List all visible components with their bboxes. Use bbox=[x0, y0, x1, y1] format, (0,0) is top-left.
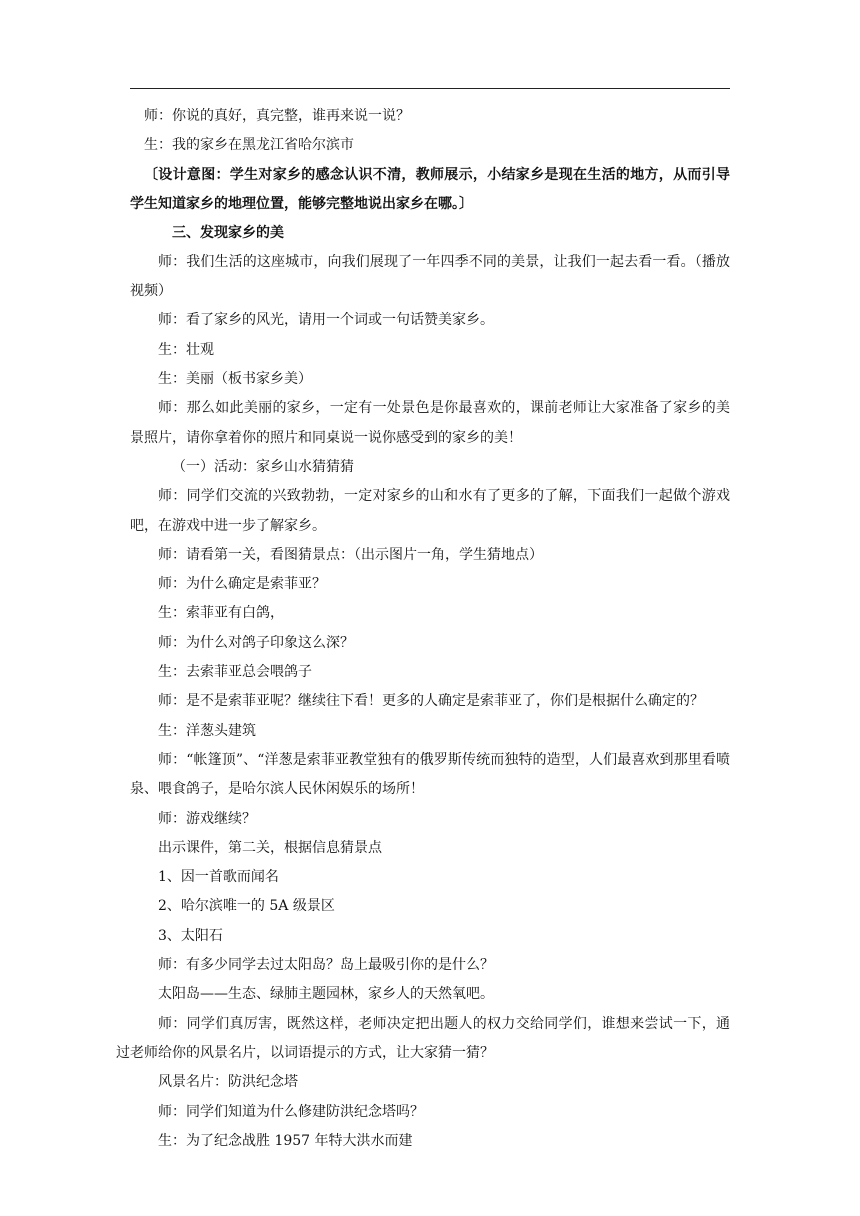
paragraph-line: 生：壮观 bbox=[158, 341, 214, 358]
paragraph-line: 师：那么如此美丽的家乡，一定有一处景色是你最喜欢的，课前老师让大家准备了家乡的美景照片，请你拿着你的照片和同桌说一说你感受到的家乡的美！ bbox=[130, 400, 730, 446]
paragraph-line: 生：索菲亚有白鸽， bbox=[158, 605, 284, 622]
document-body bbox=[116, 102, 730, 1156]
section-heading: 三、发现家乡的美 bbox=[172, 224, 284, 241]
paragraph-line: 太阳岛——生态、绿肺主题园林，家乡人的天然氧吧。 bbox=[158, 986, 494, 1003]
paragraph-line: 师：我们生活的这座城市，向我们展现了一年四季不同的美景，让我们一起去看一看。（播放视频） bbox=[130, 253, 730, 300]
paragraph-line: 师：请看第一关，看图猜景点：（出示图片一角，学生猜地点） bbox=[158, 546, 543, 563]
paragraph-line: 生：为了纪念战胜 1957 年特大洪水而建 bbox=[158, 1132, 413, 1149]
paragraph-line: 生：美丽（板书家乡美） bbox=[158, 371, 312, 388]
paragraph-line: 师：是不是索菲亚呢？继续往下看！更多的人确定是索菲亚了，你们是根据什么确定的？ bbox=[158, 693, 704, 710]
paragraph-line: 师：有多少同学去过太阳岛？岛上最吸引你的是什么？ bbox=[158, 957, 494, 974]
paragraph-line: 风景名片：防洪纪念塔 bbox=[158, 1074, 298, 1091]
paragraph-line: 师：同学们交流的兴致勃勃，一定对家乡的山和水有了更多的了解，下面我们一起做个游戏吧，在游戏中进一步了解家乡。 bbox=[130, 488, 730, 534]
subsection-heading: （一）活动：家乡山水猜猜猜 bbox=[172, 458, 354, 475]
paragraph-line: 生：去索菲亚总会喂鸽子 bbox=[158, 664, 312, 681]
paragraph-line: 师：为什么对鸽子印象这么深？ bbox=[158, 634, 354, 651]
paragraph-line: 出示课件，第二关，根据信息猜景点 bbox=[158, 839, 382, 856]
paragraph-line: 师：同学们真厉害，既然这样，老师决定把出题人的权力交给同学们，谁想来尝试一下，通过老师给你的风景名片，以词语提示的方式，让大家猜一猜？ bbox=[116, 1015, 730, 1061]
paragraph-line: 师：“帐篷顶”、“洋葱是索菲亚教堂独有的俄罗斯传统而独特的造型，人们最喜欢到那里看喷泉、喂食鸽子，是哈尔滨人民休闲娱乐的场所！ bbox=[130, 751, 730, 798]
list-item: 2、哈尔滨唯一的 5A 级景区 bbox=[158, 898, 335, 915]
list-item: 3、太阳石 bbox=[158, 927, 223, 944]
header-rule bbox=[130, 88, 730, 89]
list-item: 1、因一首歌而闻名 bbox=[158, 869, 279, 886]
paragraph-line: 师：游戏继续？ bbox=[158, 810, 256, 827]
paragraph-line: 师：你说的真好，真完整，谁再来说一说？ bbox=[144, 108, 410, 124]
paragraph-line: 生：我的家乡在黑龙江省哈尔滨市 bbox=[144, 137, 354, 154]
paragraph-line: 生：洋葱头建筑 bbox=[158, 722, 256, 739]
paragraph-line: 师：看了家乡的风光，请用一个词或一句话赞美家乡。 bbox=[158, 312, 494, 329]
design-intent-note: 〔设计意图：学生对家乡的感念认识不清，教师展示，小结家乡是现在生活的地方，从而引导学生知道家乡的地理位置，能够完整地说出家乡在哪。〕 bbox=[130, 166, 730, 212]
paragraph-line: 师：同学们知道为什么修建防洪纪念塔吗？ bbox=[158, 1103, 424, 1120]
paragraph-line: 师：为什么确定是索菲亚？ bbox=[158, 576, 326, 593]
